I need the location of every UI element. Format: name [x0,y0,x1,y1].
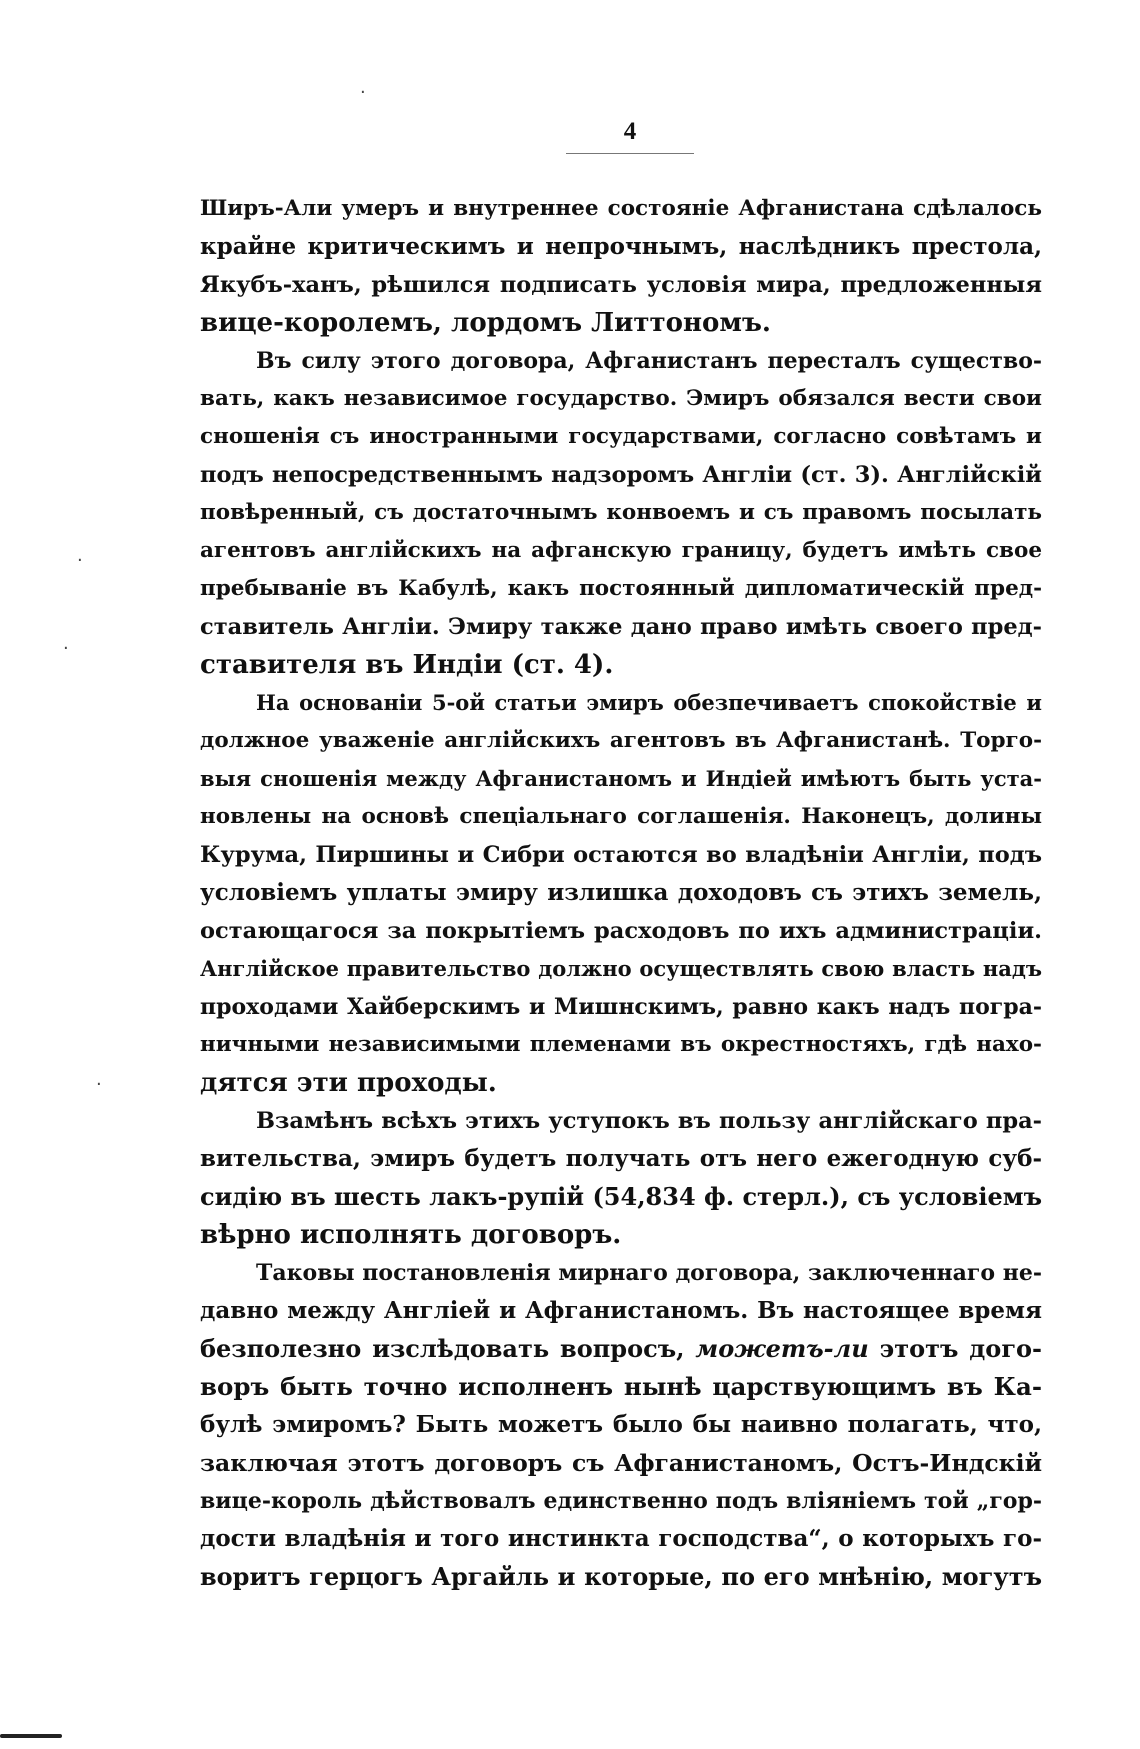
text-line: проходами Хайберскимъ и Мишнскимъ, равно какъ надъ погра- [200,994,1042,1020]
text-line: заключая этотъ договоръ съ Афганистаномъ, Остъ-Индскій [200,1449,1042,1477]
margin-speck: · [63,638,69,659]
text-line: должное уваженіе англійскихъ агентовъ въ Афганистанѣ. Торго- [200,728,1042,753]
emphasized-phrase: можетъ-ли [695,1334,869,1363]
text-line: вать, какъ независимое государство. Эмиръ обязался вести свои [200,386,1042,411]
text-line: булѣ эмиромъ? Быть можетъ было бы наивно полагать, что, [200,1411,1042,1438]
text-line: ставитель Англіи. Эмиру также дано право имѣть своего пред- [200,614,1042,640]
text-line: сидію въ шесть лакъ-рупій (54,834 ф. стерл.), съ условіемъ [200,1182,1042,1211]
text-line: Курума, Пиршины и Сибри остаются во владѣніи Англіи, подъ [200,842,1042,868]
text-line: Англійское правительство должно осуществлять свою власть надъ [200,956,1042,981]
text-line: Ширъ-Али умеръ и внутреннее состояніе Афганистана сдѣлалось [200,196,1042,221]
text-line: вительства, эмиръ будетъ получать отъ него ежегодную суб- [200,1145,1042,1172]
text-line: дятся эти проходы. [200,1068,497,1098]
margin-speck: · [360,82,366,103]
text-line: ничными независимыми племенами въ окрестностяхъ, гдѣ нахо- [200,1032,1042,1057]
text-line: крайне критическимъ и непрочнымъ, наслѣдникъ престола, [200,233,1042,260]
margin-speck: · [77,550,83,571]
text-line: сношенія съ иностранными государствами, согласно совѣтамъ и [200,424,1042,449]
text-line: безполезно изслѣдовать вопросъ, можетъ-ли этотъ дого- [200,1334,1042,1363]
text-line: Якубъ-ханъ, рѣшился подписать условія мира, предложенныя [200,272,1042,298]
text-line: выя сношенія между Афганистаномъ и Индіей имѣютъ быть уста- [200,766,1042,791]
text-line: Взамѣнъ всѣхъ этихъ уступокъ въ пользу англійскаго пра- [256,1108,1042,1134]
text-line: Таковы постановленія мирнаго договора, заключеннаго не- [256,1260,1042,1286]
text-line: давно между Англіей и Афганистаномъ. Въ настоящее время [200,1297,1042,1324]
text-line: воръ быть точно исполненъ нынѣ царствующимъ въ Ка- [200,1372,1042,1401]
body-text [200,190,1042,1596]
text-line: вице-король дѣйствовалъ единственно подъ вліяніемъ той „гор- [200,1488,1042,1514]
text-line: остающагося за покрытіемъ расходовъ по ихъ администраціи. [200,918,1042,944]
text-line: подъ непосредственнымъ надзоромъ Англіи (ст. 3). Англійскій [200,462,1042,488]
text-line: пребываніе въ Кабулѣ, какъ постоянный дипломатическій пред- [200,576,1042,601]
page-number: 4 [623,118,637,145]
text-line: Въ силу этого договора, Афганистанъ пересталъ существо- [256,348,1042,374]
text-line: вѣрно исполнять договоръ. [200,1220,622,1250]
margin-speck: · [96,1074,102,1095]
text-line: воритъ герцогъ Аргайль и которые, по его мнѣнію, могутъ [200,1562,1042,1591]
text-line: ставителя въ Индіи (ст. 4). [200,650,614,680]
text-line: условіемъ уплаты эмиру излишка доходовъ съ этихъ земель, [200,879,1042,906]
corner-scan-mark [0,1734,62,1738]
text-line: дости владѣнія и того инстинкта господства“, о которыхъ го- [200,1525,1042,1552]
text-line: На основаніи 5-ой статьи эмиръ обезпечиваетъ спокойствіе и [256,690,1042,715]
text-line: новлены на основѣ спеціальнаго соглашенія. Наконецъ, долины [200,804,1042,829]
text-line: агентовъ англійскихъ на афганскую границу, будетъ имѣть свое [200,538,1042,563]
text-line: повѣренный, съ достаточнымъ конвоемъ и съ правомъ посылать [200,500,1042,525]
header-rule [566,153,694,154]
text-line: вице-королемъ, лордомъ Литтономъ. [200,308,771,338]
